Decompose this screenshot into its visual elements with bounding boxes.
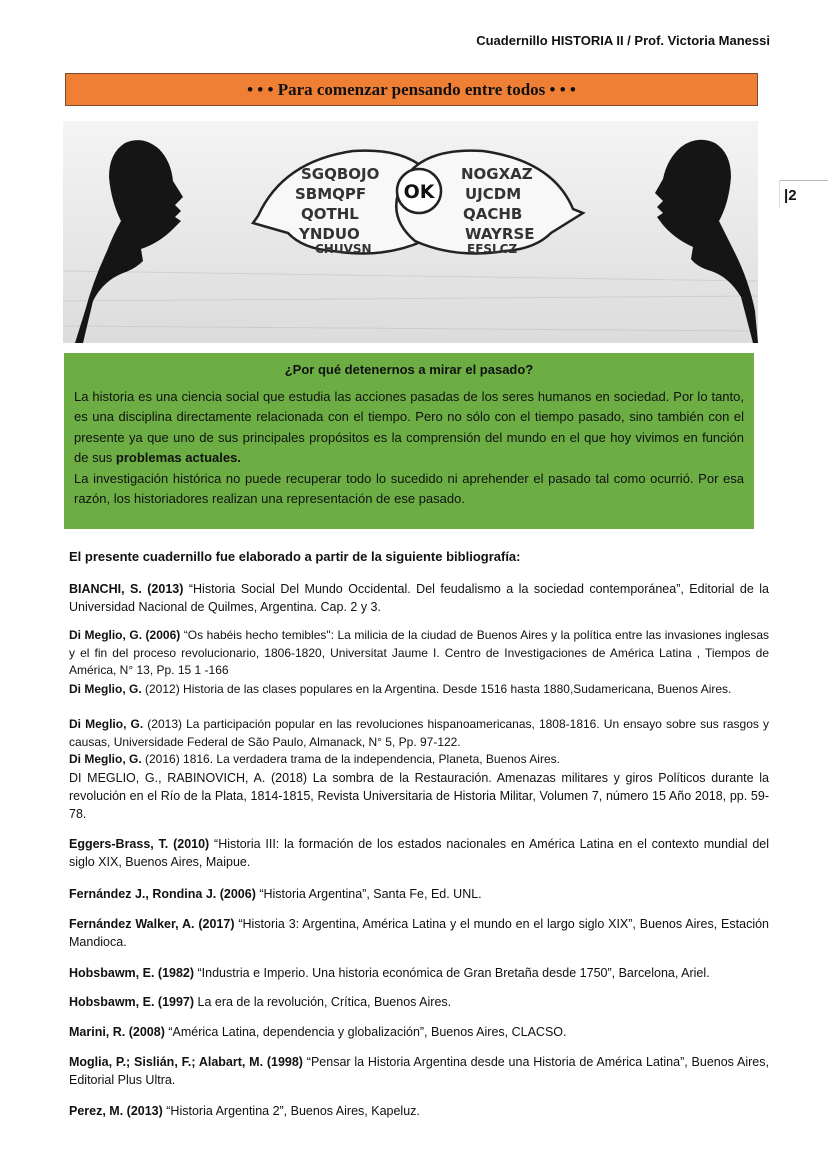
bibliography-entry: BIANCHI, S. (2013) “Historia Social Del Mundo Occidental. Del feudalismo a la sociedad contemporánea”, Editorial de la Universidad Nacional de Quilmes, Argentina. Cap. 2 y 3. [69,582,769,614]
bubble-letters-right-3: QACHB [463,205,523,223]
intro-paragraph-1: La historia es una ciencia social que estudia las acciones pasadas de los seres humanos en sociedad. Por lo tanto, es una disciplina directamente relacionada con el tiempo. Pero no sólo con el tiempo pasado, sino también con el presente ya que uno de sus principales propósitos es la comprensión del mundo en el que hoy vivimos en función de sus problemas actuales. [74,388,744,465]
bubble-letters-right-2: UJCDM [465,185,522,203]
dialogue-illustration [63,121,758,343]
bibliography-entry: Hobsbawm, E. (1982) “Industria e Imperio. Una historia económica de Gran Bretaña desde 1750”, Barcelona, Ariel. [69,966,710,980]
bubble-letters-left-1: SGQBOJO [301,165,380,183]
bibliography-entry: Fernández Walker, A. (2017) “Historia 3: Argentina, América Latina y el mundo en el largo siglo XIX”, Buenos Aires, Estación Mandioca. [69,917,769,949]
bubble-letters-left-2: SBMQPF [295,185,367,203]
intro-bold-phrase: problemas actuales. [115,450,241,465]
bibliography-entry: Di Meglio, G. (2006) “Os habéis hecho temibles": La milicia de la ciudad de Buenos Aires y la política entre las invasiones inglesas y el fin del proceso revolucionario, 1806-1820, Universitat Jaume I. Centro de Investigaciones de América Latina , Tiempos de América, N° 13, Pp. 15 1 -166 [69,628,769,677]
bibliography-entry: Hobsbawm, E. (1997) La era de la revolución, Crítica, Buenos Aires. [69,995,452,1009]
bibliography-entry: Di Meglio, G. (2012) Historia de las clases populares en la Argentina. Desde 1516 hasta 1880,Sudamericana, Buenos Aires. [69,682,732,696]
bubble-letters-left-5: CHUVSN [315,242,372,256]
bibliography-title: El presente cuadernillo fue elaborado a partir de la siguiente bibliografía: [69,549,521,564]
bubble-letters-right-1: NOGXAZ [461,165,533,183]
intro-question: ¿Por qué detenernos a mirar el pasado? [284,362,534,377]
bubble-letters-left-4: YNDUO [299,225,360,243]
bibliography-entry: Marini, R. (2008) “América Latina, dependencia y globalización”, Buenos Aires, CLACSO. [69,1025,567,1039]
bubble-letters-right-5: EFSLCZ [467,242,518,256]
intro-paragraph-2: La investigación histórica no puede recuperar todo lo sucedido ni aprehender el pasado tal como ocurrió. Por esa razón, los historiadores realizan una representación de ese pasado. [74,470,744,506]
page-number: |2 [779,180,828,208]
bibliography-entry: Di Meglio, G. (2013) La participación popular en las revoluciones hispanoamericanas, 1808-1816. Un ensayo sobre sus rasgos y causas, Universidade Federal de São Paulo, Almanack, N° 5, Pp. 97-122. [69,717,769,749]
bibliography-entry: DI MEGLIO, G., RABINOVICH, A. (2018) La sombra de la Restauración. Amenazas militares y giros Políticos durante la revolución en el Río de la Plata, 1814-1815, Revista Universitaria de Historia Militar, Volumen 7, número 15 Año 2018, pp. 59-78. [69,771,769,821]
section-banner: • • • Para comenzar pensando entre todos • • • [65,73,758,106]
bibliography-entry: Eggers-Brass, T. (2010) “Historia III: la formación de los estados nacionales en América Latina en el contexto mundial del siglo XIX, Buenos Aires, Maipue. [69,837,770,869]
document-header: Cuadernillo HISTORIA II / Prof. Victoria Manessi [476,33,770,48]
bubble-letters-left-3: QOTHL [301,205,359,223]
bubble-letters-right-4: WAYRSE [465,225,535,243]
ok-label: OK [403,181,435,203]
bibliography-entry: Fernández J., Rondina J. (2006) “Historia Argentina”, Santa Fe, Ed. UNL. [69,887,482,901]
bibliography-entry: Di Meglio, G. (2016) 1816. La verdadera trama de la independencia, Planeta, Buenos Aires. [69,752,560,766]
bibliography-entry: Perez, M. (2013) “Historia Argentina 2”, Buenos Aires, Kapeluz. [69,1104,420,1118]
intro-box [64,353,754,529]
bibliography-entry: Moglia, P.; Sislián, F.; Alabart, M. (1998) “Pensar la Historia Argentina desde una Historia de América Latina”, Buenos Aires, Editorial Plus Ultra. [69,1055,769,1087]
